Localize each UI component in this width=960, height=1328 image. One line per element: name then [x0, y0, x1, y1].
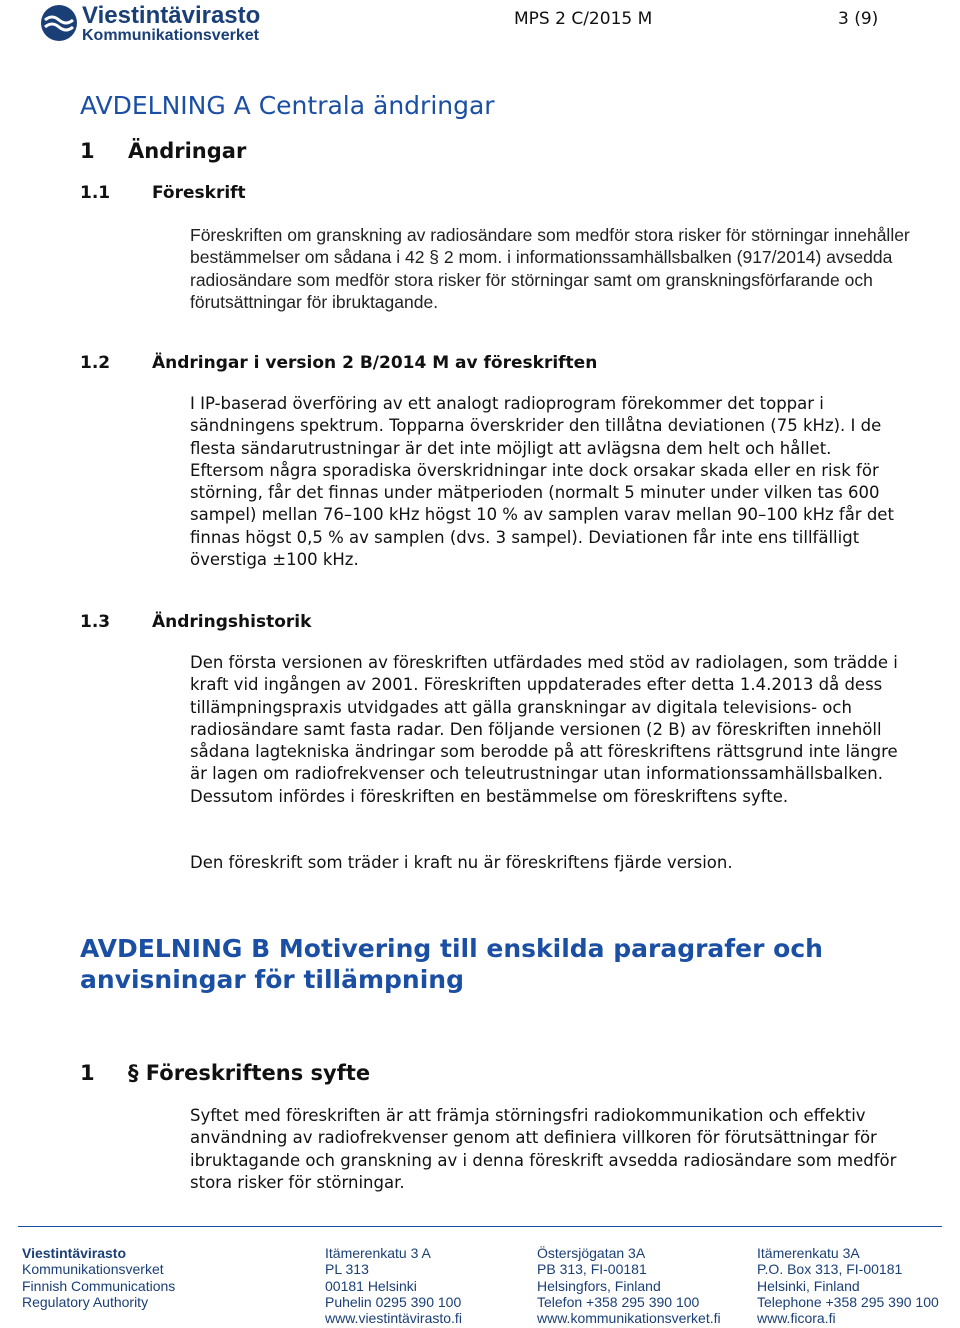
heading-1-2-number: 1.2: [80, 353, 111, 373]
heading-1-number: 1: [80, 139, 95, 163]
paragraph-1-3-b: Den föreskrift som träder i kraft nu är föreskriftens fjärde version.: [190, 853, 733, 872]
footer-line: Telefon +358 295 390 100: [537, 1293, 700, 1310]
section-b-heading-text: § Föreskriftens syfte: [128, 1061, 371, 1085]
footer-link[interactable]: www.ficora.fi: [757, 1310, 836, 1327]
heading-1-3-text: Ändringshistorik: [152, 612, 312, 632]
section-b-title-line-2: anvisningar för tillämpning: [80, 965, 464, 994]
section-b-title-line-1: AVDELNING B Motivering till enskilda paragrafer och: [80, 934, 823, 963]
footer-divider: [18, 1226, 942, 1227]
paragraph-1-2: I IP-baserad överföring av ett analogt radioprogram förekommer det toppar i sändningens spektrum. Topparna överskrider den tillåtna deviationen (75 kHz). I de flesta sändarutrustningar är det inte möjligt att avlägsna dem helt och hållet. Eftersom några sporadiska överskridningar inte dock orsakar skada eller en risk för störning, får det finnas under mätperioden (normalt 5 minuter under vilken tas 600 sampel) mellan 76–100 kHz högst 10 % av samplen varav mellan 90–100 kHz får det finnas högst 0,5 % av samplen (dvs. 3 sampel). Deviationen får inte ens tillfälligt överstiga ±100 kHz.: [190, 394, 894, 570]
footer-line: PL 313: [325, 1261, 369, 1278]
footer-line: Östersjögatan 3A: [537, 1245, 646, 1261]
page-number: 3 (9): [838, 9, 879, 29]
logo: [40, 2, 290, 44]
section-a-title: AVDELNING A Centrala ändringar: [80, 91, 495, 120]
section-b-heading-number: 1: [80, 1061, 95, 1085]
heading-1-2-text: Ändringar i version 2 B/2014 M av föreskriften: [152, 353, 598, 373]
footer-column-4: [757, 1245, 939, 1326]
footer-link[interactable]: www.viestintävirasto.fi: [325, 1310, 462, 1327]
heading-1-3-number: 1.3: [80, 612, 111, 632]
footer-line: Kommunikationsverket: [22, 1261, 164, 1278]
footer-line: Telephone +358 295 390 100: [757, 1293, 939, 1310]
footer-line: 00181 Helsinki: [325, 1277, 417, 1294]
heading-1-1-number: 1.1: [80, 183, 111, 203]
footer-org-name: Viestintävirasto: [22, 1245, 127, 1261]
footer-link[interactable]: www.kommunikationsverket.fi: [537, 1310, 721, 1327]
logo-title: Viestintävirasto: [82, 2, 261, 29]
footer-column-3: [537, 1245, 721, 1326]
footer-line: Puhelin 0295 390 100: [325, 1293, 462, 1310]
footer-line: Helsingfors, Finland: [537, 1277, 661, 1294]
footer-line: Helsinki, Finland: [757, 1277, 860, 1294]
footer-column-2: [325, 1245, 462, 1326]
paragraph-b-1: Syftet med föreskriften är att främja störningsfri radiokommunikation och effektiv användning av radiofrekvenser genom att definiera villkoren för förutsättningar för ibruktagande och granskning av i denna föreskrift avsedda radiosändare som medför stora risker för störningar.: [190, 1106, 897, 1192]
footer-line: P.O. Box 313, FI-00181: [757, 1261, 903, 1278]
footer-line: PB 313, FI-00181: [537, 1261, 647, 1278]
heading-1-text: Ändringar: [128, 139, 247, 163]
paragraph-1-1: Föreskriften om granskning av radiosändare som medför stora risker för störningar innehåller bestämmelser om sådana i 42 § 2 mom. i informationssamhällsbalken (917/2014) avsedda radiosändare som medför stora risker för störningar samt om granskningsförfarande och förutsättningar för ibruktagande.: [190, 225, 910, 312]
heading-1-1-text: Föreskrift: [152, 183, 246, 203]
footer-line: Itämerenkatu 3 A: [325, 1245, 431, 1261]
footer-line: Finnish Communications: [22, 1277, 176, 1294]
logo-wave-icon: [40, 4, 78, 42]
footer-column-1: [22, 1245, 175, 1310]
footer-line: Itämerenkatu 3A: [757, 1245, 860, 1261]
logo-subtitle: Kommunikationsverket: [82, 27, 259, 44]
paragraph-1-3-a: Den första versionen av föreskriften utfärdades med stöd av radiolagen, som trädde i kraft vid ingången av 2001. Föreskriften uppdaterades efter detta 1.4.2013 då dess tillämpningspraxis utvidgades att gälla granskningar av digitala televisions- och radiosändare samt fasta radar. Den följande versionen (2 B) av föreskriften innehöll sådana lagtekniska ändringar som berodde på att föreskriftens rättsgrund inte längre är lagen om radiofrekvenser och teleutrustningar utan informationssamhällsbalken. Dessutom infördes i föreskriften en bestämmelse om föreskriftens syfte.: [190, 653, 898, 806]
document-id: MPS 2 C/2015 M: [514, 9, 653, 29]
footer-line: Regulatory Authority: [22, 1293, 149, 1310]
